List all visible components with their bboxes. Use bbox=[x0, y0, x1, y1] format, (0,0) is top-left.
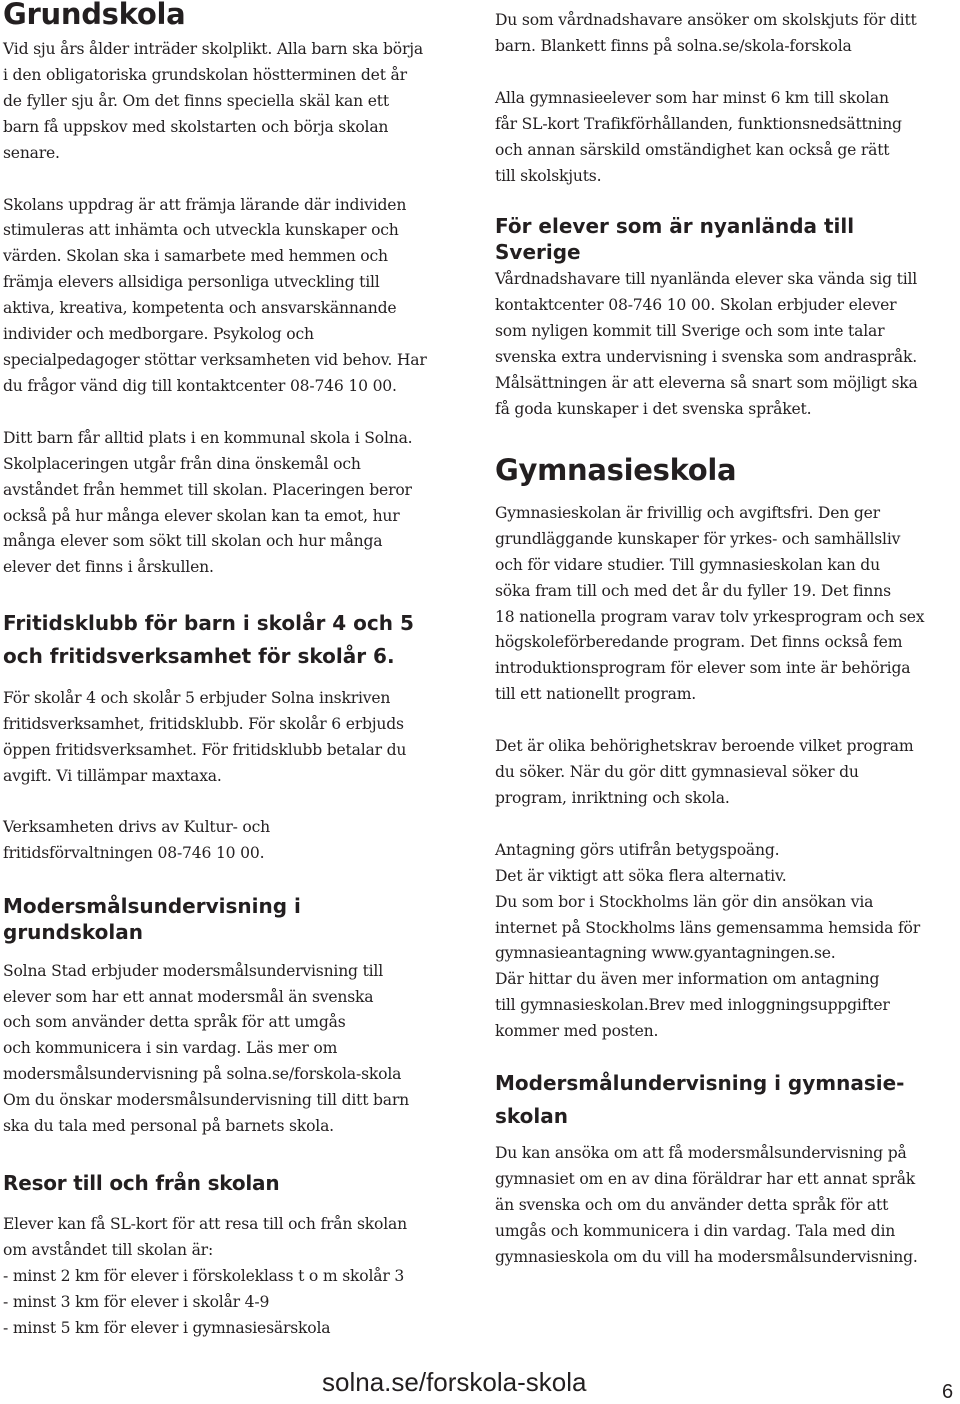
gymnasie-modersmal-heading: Modersmålundervisning i gymnasie- skolan bbox=[495, 1071, 905, 1129]
school-mission-paragraph: Skolans uppdrag är att främja lärande där individen stimuleras att inhämta och utveckla kunskaper och värden. Skolan ska i samarbete med hemmen och främja elevers allsidiga personliga utveckling till aktiva, kreativa, kompetenta och ansvarskännande individer och medborgare. Psykolog och specialpedagoger stöttar verksamheten vid behov. Har du frågor vänd dig till kontaktcenter 08-746 10 00. bbox=[3, 195, 427, 395]
behorighet-paragraph: Det är olika behörighetskrav beroende vilket program du söker. När du gör ditt gymnasieval söker du program, inriktning och skola. bbox=[495, 737, 914, 807]
modersmal-paragraph: Solna Stad erbjuder modersmålsundervisning till elever som har ett annat modersmål än svenska och som använder detta språk för att umgås och kommunicera i sin vardag. Läs mer om modersmålsundervisning på solna.se/forskola-skola Om du önskar modersmålsundervisning till ditt barn ska du tala med personal på barnets skola. bbox=[3, 961, 409, 1136]
left-column bbox=[3, 0, 461, 1342]
skolskjuts-paragraph: Du som vårdnadshavare ansöker om skolskjuts för ditt barn. Blankett finns på solna.se/skola-forskola bbox=[495, 11, 917, 55]
resor-heading: Resor till och från skolan bbox=[3, 1171, 280, 1195]
antagning-paragraph: Antagning görs utifrån betygspoäng. Det är viktigt att söka flera alternativ. Du som bor i Stockholms län gör din ansökan via internet på Stockholms läns gemensamma hemsida för gymnasieantagning www.gyantagningen.se. Där hittar du även mer information om antagning till gymnasieskolan.Brev med inloggningsuppgifter kommer med posten. bbox=[495, 840, 920, 1041]
intro-paragraph: Vid sju års ålder inträder skolplikt. Alla barn ska börja i den obligatoriska grundskolan höstterminen det år de fyller sju år. Om det finns speciella skäl kan ett barn få uppskov med skolstarten och börja skolan senare. bbox=[3, 40, 423, 162]
page-number: 6 bbox=[942, 1381, 954, 1403]
gymnasieskola-paragraph: Gymnasieskolan är frivillig och avgiftsfri. Den ger grundläggande kunskaper för yrkes- och samhällsliv och för vidare studier. Till gymnasieskolan kan du söka fram till och med det år du fyller 19. Det finns 18 nationella program varav tolv yrkesprogram och sex högskoleförberedande program. Det finns också fem introduktionsprogram för elever som inte är behöriga till ett nationellt program. bbox=[495, 503, 925, 704]
gymnasieskola-title: Gymnasieskola bbox=[495, 452, 737, 487]
sl-kort-paragraph: Alla gymnasieelever som har minst 6 km till skolan får SL-kort Trafikförhållanden, funktionsnedsättning och annan särskild omständighet kan också ge rätt till skolskjuts. bbox=[495, 88, 902, 185]
footer-url: solna.se/forskola-skola bbox=[322, 1367, 587, 1397]
fritids-heading: Fritidsklubb för barn i skolår 4 och 5 och fritidsverksamhet för skolår 6. bbox=[3, 611, 414, 669]
resor-paragraph: Elever kan få SL-kort för att resa till och från skolan om avståndet till skolan är: - minst 2 km för elever i förskoleklass t o m skolår 3 - minst 3 km för elever i skolår 4-9 - minst 5 km för elever i gymnasiesärskola bbox=[3, 1215, 407, 1337]
page-title: Grundskola bbox=[3, 0, 186, 31]
modersmal-heading: Modersmålsundervisning i grundskolan bbox=[3, 893, 301, 944]
nyanlanda-heading: För elever som är nyanlända till Sverige bbox=[495, 214, 855, 265]
fritids-paragraph: För skolår 4 och skolår 5 erbjuder Solna inskriven fritidsverksamhet, fritidsklubb. För skolår 6 erbjuds öppen fritidsverksamhet. För fritidsklubb betalar du avgift. Vi tillämpar maxtaxa. bbox=[3, 689, 407, 785]
nyanlanda-paragraph: Vårdnadshavare till nyanlända elever ska vända sig till kontaktcenter 08-746 10 00. Skolan erbjuder elever som nyligen kommit till Sverige och som inte talar svenska extra undervisning i svenska som andraspråk. Målsättningen är att eleverna så snart som möjligt ska få goda kunskaper i det svenska språket. bbox=[495, 270, 918, 418]
gymnasie-modersmal-paragraph: Du kan ansöka om att få modersmålsundervisning på gymnasiet om en av dina föräldrar har ett annat språk än svenska och om du använder detta språk för att umgås och kommunicera i din vardag. Tala med din gymnasieskola om du vill ha modersmålsundervisning. bbox=[495, 1144, 918, 1266]
school-placement-paragraph: Ditt barn får alltid plats i en kommunal skola i Solna. Skolplaceringen utgår från dina önskemål och avståndet från hemmet till skolan. Placeringen beror också på hur många elever skolan kan ta emot, hur många elever som sökt till skolan och hur många elever det finns i årskullen. bbox=[3, 428, 413, 577]
fritids-contact-paragraph: Verksamheten drivs av Kultur- och fritidsförvaltningen 08-746 10 00. bbox=[3, 817, 270, 862]
right-column bbox=[495, 0, 953, 1271]
